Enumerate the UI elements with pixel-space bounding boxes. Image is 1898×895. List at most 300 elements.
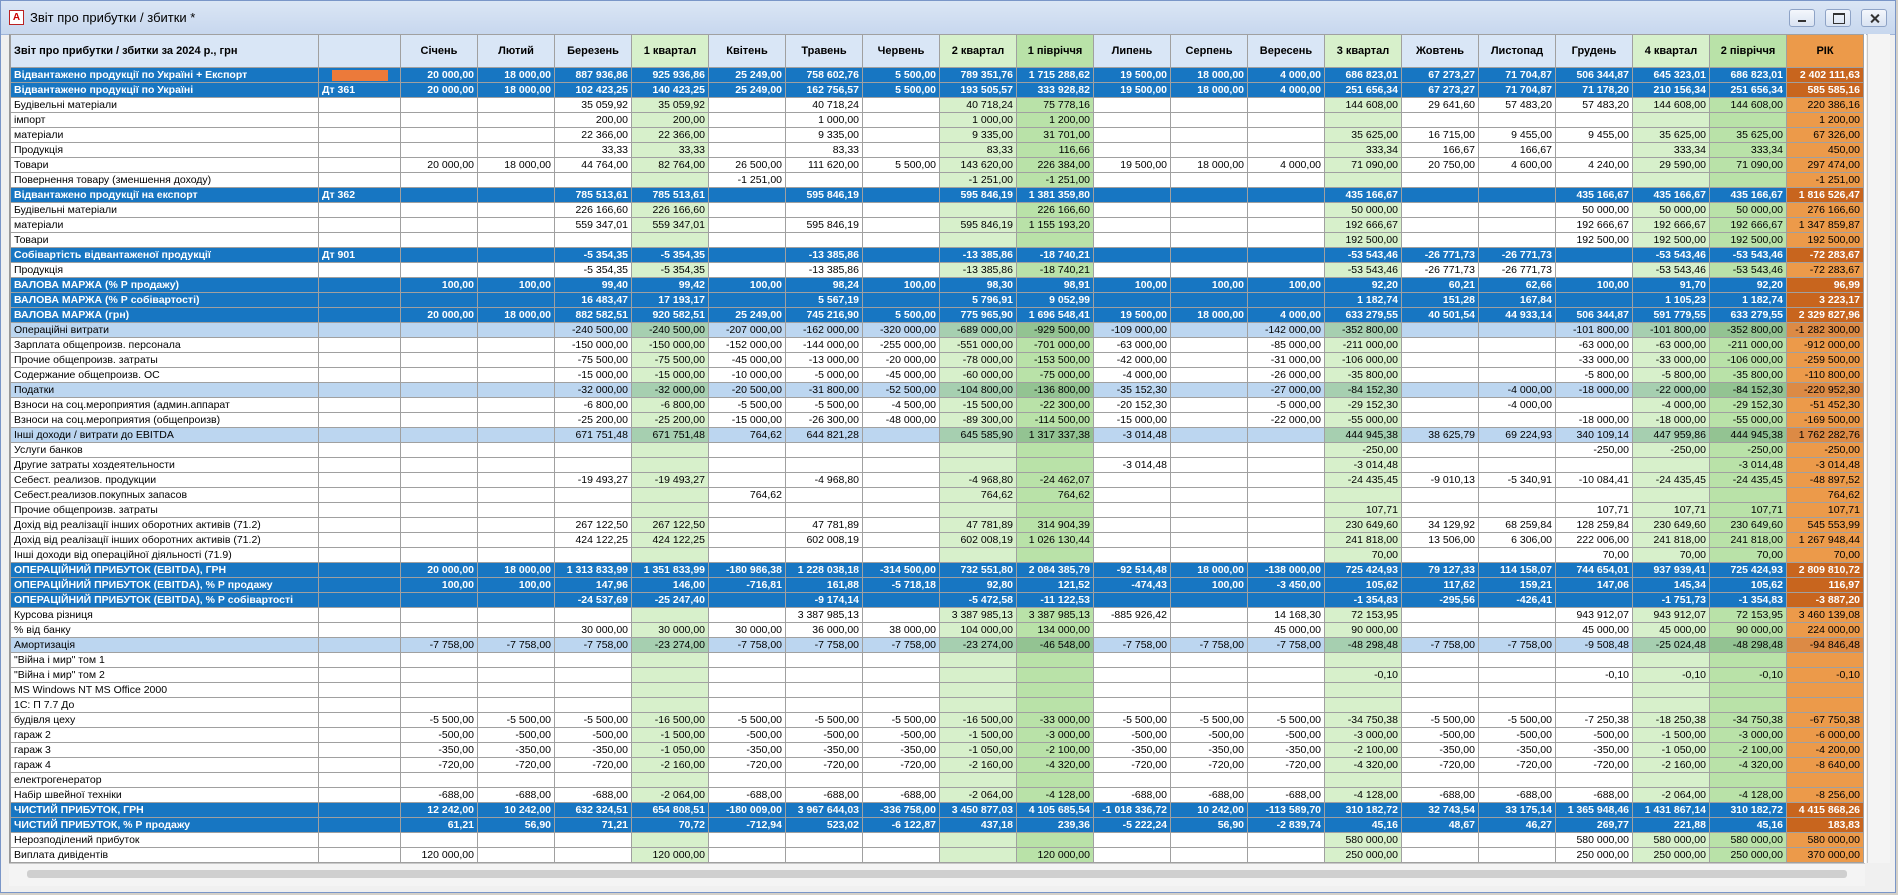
value-cell[interactable]	[709, 668, 786, 683]
value-cell[interactable]: 250 000,00	[1710, 848, 1787, 863]
value-cell[interactable]	[1633, 173, 1710, 188]
value-cell[interactable]	[1017, 503, 1094, 518]
row-label[interactable]: Прочие общепроизв. затраты	[11, 353, 319, 368]
value-cell[interactable]	[709, 473, 786, 488]
value-cell[interactable]: 50 000,00	[1710, 203, 1787, 218]
row-label[interactable]: Відвантажено продукції на експорт	[11, 188, 319, 203]
value-cell[interactable]: -63 000,00	[1556, 338, 1633, 353]
value-cell[interactable]: -720,00	[1171, 758, 1248, 773]
value-cell[interactable]: -25 200,00	[632, 413, 709, 428]
value-cell[interactable]: 18 000,00	[478, 308, 555, 323]
value-cell[interactable]	[1479, 413, 1556, 428]
value-cell[interactable]: 105,62	[1710, 578, 1787, 593]
value-cell[interactable]: 35 059,92	[632, 98, 709, 113]
value-cell[interactable]: 3 223,17	[1787, 293, 1864, 308]
value-cell[interactable]	[401, 113, 478, 128]
account-cell[interactable]: Дт 901	[319, 248, 401, 263]
value-cell[interactable]: -19 493,27	[555, 473, 632, 488]
value-cell[interactable]: -3 887,20	[1787, 593, 1864, 608]
value-cell[interactable]: -60 000,00	[940, 368, 1017, 383]
value-cell[interactable]: 192 666,67	[1556, 218, 1633, 233]
value-cell[interactable]	[1402, 383, 1479, 398]
value-cell[interactable]: 91,70	[1633, 278, 1710, 293]
row-label[interactable]: Повернення товару (зменшення доходу)	[11, 173, 319, 188]
value-cell[interactable]: 40 501,54	[1402, 308, 1479, 323]
value-cell[interactable]: 4 105 685,54	[1017, 803, 1094, 818]
value-cell[interactable]	[1402, 398, 1479, 413]
scrollbar-thumb[interactable]	[27, 870, 1847, 878]
column-header[interactable]: Лютий	[478, 35, 555, 68]
value-cell[interactable]: -18 000,00	[1556, 383, 1633, 398]
value-cell[interactable]	[632, 233, 709, 248]
value-cell[interactable]	[863, 608, 940, 623]
row-label[interactable]: електрогенератор	[11, 773, 319, 788]
value-cell[interactable]	[1171, 503, 1248, 518]
value-cell[interactable]	[555, 443, 632, 458]
value-cell[interactable]: 192 666,67	[1710, 218, 1787, 233]
value-cell[interactable]	[1325, 683, 1402, 698]
account-cell[interactable]	[319, 458, 401, 473]
value-cell[interactable]: 100,00	[1094, 278, 1171, 293]
value-cell[interactable]: 35 625,00	[1633, 128, 1710, 143]
value-cell[interactable]	[709, 533, 786, 548]
value-cell[interactable]: 60,21	[1402, 278, 1479, 293]
value-cell[interactable]	[478, 338, 555, 353]
value-cell[interactable]	[1402, 833, 1479, 848]
table-row[interactable]	[11, 563, 1864, 578]
value-cell[interactable]: 1 200,00	[1787, 113, 1864, 128]
value-cell[interactable]	[1171, 398, 1248, 413]
value-cell[interactable]	[555, 458, 632, 473]
value-cell[interactable]	[1171, 128, 1248, 143]
value-cell[interactable]: 4 000,00	[1248, 83, 1325, 98]
value-cell[interactable]: -720,00	[1402, 758, 1479, 773]
value-cell[interactable]: 9 455,00	[1479, 128, 1556, 143]
row-label[interactable]: Будівельні матеріали	[11, 98, 319, 113]
value-cell[interactable]: 56,90	[1171, 818, 1248, 833]
account-cell[interactable]	[319, 623, 401, 638]
value-cell[interactable]	[401, 143, 478, 158]
value-cell[interactable]	[709, 593, 786, 608]
value-cell[interactable]: -114 500,00	[1017, 413, 1094, 428]
value-cell[interactable]: 70,72	[632, 818, 709, 833]
table-row[interactable]	[11, 173, 1864, 188]
value-cell[interactable]	[1479, 488, 1556, 503]
value-cell[interactable]: -5 500,00	[1479, 713, 1556, 728]
vertical-scrollbar[interactable]	[1867, 34, 1890, 863]
value-cell[interactable]: 764,62	[1017, 488, 1094, 503]
value-cell[interactable]	[1402, 203, 1479, 218]
value-cell[interactable]: 100,00	[478, 278, 555, 293]
row-label[interactable]: Нерозподілений прибуток	[11, 833, 319, 848]
row-label[interactable]: Інші доходи від операційної діяльності (71.9)	[11, 548, 319, 563]
value-cell[interactable]	[1171, 473, 1248, 488]
value-cell[interactable]: 159,21	[1479, 578, 1556, 593]
value-cell[interactable]: -688,00	[478, 788, 555, 803]
value-cell[interactable]: -136 800,00	[1017, 383, 1094, 398]
value-cell[interactable]: -53 543,46	[1325, 263, 1402, 278]
value-cell[interactable]: 192 500,00	[1556, 233, 1633, 248]
row-label[interactable]: ОПЕРАЦІЙНИЙ ПРИБУТОК (EBITDA), ГРН	[11, 563, 319, 578]
value-cell[interactable]	[940, 503, 1017, 518]
value-cell[interactable]	[940, 773, 1017, 788]
value-cell[interactable]: 40 718,24	[786, 98, 863, 113]
value-cell[interactable]: 20 000,00	[401, 563, 478, 578]
value-cell[interactable]: 744 654,01	[1556, 563, 1633, 578]
value-cell[interactable]	[863, 428, 940, 443]
value-cell[interactable]: 20 750,00	[1402, 158, 1479, 173]
table-row[interactable]	[11, 773, 1864, 788]
account-cell[interactable]	[319, 833, 401, 848]
value-cell[interactable]: 732 551,80	[940, 563, 1017, 578]
value-cell[interactable]: 1 381 359,80	[1017, 188, 1094, 203]
value-cell[interactable]	[478, 248, 555, 263]
value-cell[interactable]: -500,00	[709, 728, 786, 743]
value-cell[interactable]: -15 000,00	[709, 413, 786, 428]
value-cell[interactable]: -720,00	[478, 758, 555, 773]
row-label[interactable]: Товари	[11, 233, 319, 248]
value-cell[interactable]: -912 000,00	[1787, 338, 1864, 353]
value-cell[interactable]: 230 649,60	[1325, 518, 1402, 533]
row-label[interactable]: ОПЕРАЦІЙНИЙ ПРИБУТОК (EBITDA), % Р собівартості	[11, 593, 319, 608]
value-cell[interactable]: 10 242,00	[1171, 803, 1248, 818]
value-cell[interactable]: -5 354,35	[632, 248, 709, 263]
value-cell[interactable]: 70,00	[1710, 548, 1787, 563]
value-cell[interactable]	[1479, 698, 1556, 713]
account-cell[interactable]	[319, 533, 401, 548]
value-cell[interactable]: 437,18	[940, 818, 1017, 833]
column-header[interactable]: Березень	[555, 35, 632, 68]
selected-cell[interactable]	[332, 70, 388, 81]
account-cell[interactable]	[319, 383, 401, 398]
value-cell[interactable]: -4 968,80	[786, 473, 863, 488]
value-cell[interactable]	[478, 623, 555, 638]
table-row[interactable]	[11, 503, 1864, 518]
value-cell[interactable]	[863, 518, 940, 533]
value-cell[interactable]	[1556, 773, 1633, 788]
value-cell[interactable]	[1171, 263, 1248, 278]
value-cell[interactable]: -63 000,00	[1094, 338, 1171, 353]
value-cell[interactable]	[863, 848, 940, 863]
table-row[interactable]	[11, 473, 1864, 488]
value-cell[interactable]: -4 128,00	[1325, 788, 1402, 803]
row-label[interactable]: Взноси на соц.мероприятия (админ.аппарат	[11, 398, 319, 413]
value-cell[interactable]	[632, 833, 709, 848]
table-row[interactable]	[11, 458, 1864, 473]
value-cell[interactable]: -220 952,30	[1787, 383, 1864, 398]
value-cell[interactable]	[1248, 293, 1325, 308]
value-cell[interactable]: -4 000,00	[1094, 368, 1171, 383]
value-cell[interactable]: -20 000,00	[863, 353, 940, 368]
value-cell[interactable]: -720,00	[1094, 758, 1171, 773]
value-cell[interactable]: 83,33	[940, 143, 1017, 158]
value-cell[interactable]	[1479, 623, 1556, 638]
value-cell[interactable]	[1248, 98, 1325, 113]
value-cell[interactable]: -7 758,00	[786, 638, 863, 653]
value-cell[interactable]	[1094, 593, 1171, 608]
value-cell[interactable]: 3 387 985,13	[940, 608, 1017, 623]
value-cell[interactable]: 9 335,00	[786, 128, 863, 143]
value-cell[interactable]: 71,21	[555, 818, 632, 833]
value-cell[interactable]: -2 160,00	[632, 758, 709, 773]
value-cell[interactable]	[401, 263, 478, 278]
value-cell[interactable]: 45 000,00	[1556, 623, 1633, 638]
value-cell[interactable]: -33 000,00	[1017, 713, 1094, 728]
value-cell[interactable]: -5 500,00	[1171, 713, 1248, 728]
value-cell[interactable]	[1402, 488, 1479, 503]
value-cell[interactable]: 30 000,00	[709, 623, 786, 638]
value-cell[interactable]	[401, 203, 478, 218]
value-cell[interactable]: -4 000,00	[1479, 383, 1556, 398]
value-cell[interactable]: 107,71	[1710, 503, 1787, 518]
account-cell[interactable]	[319, 488, 401, 503]
value-cell[interactable]: 36 000,00	[786, 623, 863, 638]
value-cell[interactable]: 30 000,00	[555, 623, 632, 638]
value-cell[interactable]	[478, 203, 555, 218]
value-cell[interactable]: 29 641,60	[1402, 98, 1479, 113]
value-cell[interactable]	[863, 533, 940, 548]
value-cell[interactable]: 1 105,23	[1633, 293, 1710, 308]
value-cell[interactable]: -720,00	[401, 758, 478, 773]
value-cell[interactable]: -352 800,00	[1710, 323, 1787, 338]
value-cell[interactable]: -688,00	[1094, 788, 1171, 803]
value-cell[interactable]	[1402, 623, 1479, 638]
value-cell[interactable]: -45 000,00	[863, 368, 940, 383]
value-cell[interactable]: -500,00	[1479, 728, 1556, 743]
value-cell[interactable]: -16 500,00	[940, 713, 1017, 728]
value-cell[interactable]: -94 846,48	[1787, 638, 1864, 653]
value-cell[interactable]: 17 193,17	[632, 293, 709, 308]
value-cell[interactable]: 1 696 548,41	[1017, 308, 1094, 323]
value-cell[interactable]: -8 640,00	[1787, 758, 1864, 773]
value-cell[interactable]	[940, 668, 1017, 683]
value-cell[interactable]: -53 543,46	[1633, 248, 1710, 263]
value-cell[interactable]: 192 500,00	[1710, 233, 1787, 248]
value-cell[interactable]: -26 771,73	[1402, 248, 1479, 263]
value-cell[interactable]: 882 582,51	[555, 308, 632, 323]
value-cell[interactable]	[1171, 203, 1248, 218]
value-cell[interactable]: -688,00	[1171, 788, 1248, 803]
value-cell[interactable]: 310 182,72	[1710, 803, 1787, 818]
value-cell[interactable]: 56,90	[478, 818, 555, 833]
row-label[interactable]: Собівартість відвантаженої продукції	[11, 248, 319, 263]
row-label[interactable]: MS Windows NT MS Office 2000	[11, 683, 319, 698]
column-header[interactable]: Липень	[1094, 35, 1171, 68]
value-cell[interactable]: 128 259,84	[1556, 518, 1633, 533]
value-cell[interactable]: -5 000,00	[1248, 398, 1325, 413]
value-cell[interactable]: 12 242,00	[401, 803, 478, 818]
value-cell[interactable]: -8 256,00	[1787, 788, 1864, 803]
value-cell[interactable]: 1 365 948,46	[1556, 803, 1633, 818]
value-cell[interactable]: -1 354,83	[1325, 593, 1402, 608]
value-cell[interactable]: -0,10	[1633, 668, 1710, 683]
table-row[interactable]	[11, 593, 1864, 608]
value-cell[interactable]: -720,00	[1479, 758, 1556, 773]
account-cell[interactable]	[319, 638, 401, 653]
value-cell[interactable]: -5 500,00	[478, 713, 555, 728]
value-cell[interactable]	[632, 683, 709, 698]
value-cell[interactable]	[1171, 773, 1248, 788]
value-cell[interactable]: 79 127,33	[1402, 563, 1479, 578]
value-cell[interactable]: 100,00	[1248, 278, 1325, 293]
value-cell[interactable]: -2 160,00	[940, 758, 1017, 773]
row-label[interactable]: гараж 3	[11, 743, 319, 758]
column-header[interactable]: 4 квартал	[1633, 35, 1710, 68]
value-cell[interactable]	[786, 503, 863, 518]
value-cell[interactable]	[555, 548, 632, 563]
value-cell[interactable]: -35 800,00	[1710, 368, 1787, 383]
row-label[interactable]: Відвантажено продукції по Україні + Експорт	[11, 68, 319, 83]
value-cell[interactable]: 62,66	[1479, 278, 1556, 293]
report-grid[interactable]	[9, 34, 1866, 863]
value-cell[interactable]: 267 122,50	[555, 518, 632, 533]
value-cell[interactable]: -4 320,00	[1710, 758, 1787, 773]
account-cell[interactable]	[319, 698, 401, 713]
value-cell[interactable]: 222 006,00	[1556, 533, 1633, 548]
value-cell[interactable]: -5 718,18	[863, 578, 940, 593]
value-cell[interactable]: 200,00	[632, 113, 709, 128]
value-cell[interactable]	[1402, 653, 1479, 668]
value-cell[interactable]: -19 493,27	[632, 473, 709, 488]
value-cell[interactable]: 1 762 282,76	[1787, 428, 1864, 443]
value-cell[interactable]	[1094, 188, 1171, 203]
value-cell[interactable]: 20 000,00	[401, 158, 478, 173]
value-cell[interactable]: -26 771,73	[1402, 263, 1479, 278]
value-cell[interactable]	[1248, 773, 1325, 788]
table-row[interactable]	[11, 263, 1864, 278]
value-cell[interactable]: -31 800,00	[786, 383, 863, 398]
account-cell[interactable]	[319, 338, 401, 353]
value-cell[interactable]	[786, 548, 863, 563]
row-label[interactable]: Продукція	[11, 143, 319, 158]
value-cell[interactable]: 3 450 877,03	[940, 803, 1017, 818]
value-cell[interactable]	[1556, 143, 1633, 158]
value-cell[interactable]	[401, 608, 478, 623]
value-cell[interactable]	[478, 113, 555, 128]
value-cell[interactable]: 100,00	[863, 278, 940, 293]
table-row[interactable]	[11, 488, 1864, 503]
account-cell[interactable]	[319, 263, 401, 278]
value-cell[interactable]	[1402, 113, 1479, 128]
value-cell[interactable]	[1094, 533, 1171, 548]
value-cell[interactable]: -13 000,00	[786, 353, 863, 368]
table-row[interactable]	[11, 233, 1864, 248]
row-label[interactable]: % від банку	[11, 623, 319, 638]
value-cell[interactable]	[709, 683, 786, 698]
value-cell[interactable]	[863, 188, 940, 203]
value-cell[interactable]	[709, 773, 786, 788]
value-cell[interactable]	[1094, 218, 1171, 233]
value-cell[interactable]	[632, 773, 709, 788]
value-cell[interactable]: 239,36	[1017, 818, 1094, 833]
value-cell[interactable]: 183,83	[1787, 818, 1864, 833]
table-row[interactable]	[11, 743, 1864, 758]
value-cell[interactable]: 100,00	[1556, 278, 1633, 293]
value-cell[interactable]: 18 000,00	[1171, 308, 1248, 323]
value-cell[interactable]	[786, 203, 863, 218]
value-cell[interactable]	[786, 458, 863, 473]
row-label[interactable]: ВАЛОВА МАРЖА (грн)	[11, 308, 319, 323]
value-cell[interactable]: -13 385,86	[786, 263, 863, 278]
value-cell[interactable]: 35 059,92	[555, 98, 632, 113]
value-cell[interactable]: 370 000,00	[1787, 848, 1864, 863]
value-cell[interactable]	[863, 503, 940, 518]
value-cell[interactable]: 1 182,74	[1710, 293, 1787, 308]
horizontal-scrollbar[interactable]	[9, 863, 1865, 886]
account-cell[interactable]	[319, 68, 401, 83]
value-cell[interactable]: 166,67	[1402, 143, 1479, 158]
account-cell[interactable]	[319, 218, 401, 233]
account-cell[interactable]	[319, 818, 401, 833]
value-cell[interactable]: -350,00	[786, 743, 863, 758]
value-cell[interactable]: 120 000,00	[401, 848, 478, 863]
account-cell[interactable]	[319, 683, 401, 698]
value-cell[interactable]: 580 000,00	[1325, 833, 1402, 848]
value-cell[interactable]: -25 024,48	[1633, 638, 1710, 653]
value-cell[interactable]	[1248, 548, 1325, 563]
value-cell[interactable]	[1094, 113, 1171, 128]
account-cell[interactable]	[319, 203, 401, 218]
table-row[interactable]	[11, 668, 1864, 683]
value-cell[interactable]	[1171, 218, 1248, 233]
column-header[interactable]: Квітень	[709, 35, 786, 68]
value-cell[interactable]: -55 000,00	[1710, 413, 1787, 428]
column-header[interactable]: 2 квартал	[940, 35, 1017, 68]
value-cell[interactable]: 9 052,99	[1017, 293, 1094, 308]
value-cell[interactable]: -500,00	[1171, 728, 1248, 743]
value-cell[interactable]	[1094, 98, 1171, 113]
value-cell[interactable]: 57 483,20	[1556, 98, 1633, 113]
value-cell[interactable]: 102 423,25	[555, 83, 632, 98]
value-cell[interactable]: 450,00	[1787, 143, 1864, 158]
value-cell[interactable]	[863, 488, 940, 503]
value-cell[interactable]: -33 000,00	[1633, 353, 1710, 368]
table-row[interactable]	[11, 308, 1864, 323]
value-cell[interactable]	[1710, 698, 1787, 713]
value-cell[interactable]: -48 298,48	[1710, 638, 1787, 653]
row-label[interactable]: матеріали	[11, 128, 319, 143]
value-cell[interactable]	[1402, 323, 1479, 338]
value-cell[interactable]	[478, 98, 555, 113]
value-cell[interactable]: -7 250,38	[1556, 713, 1633, 728]
value-cell[interactable]	[478, 608, 555, 623]
value-cell[interactable]: -6 000,00	[1787, 728, 1864, 743]
value-cell[interactable]: 70,00	[1787, 548, 1864, 563]
value-cell[interactable]: -5 354,35	[632, 263, 709, 278]
value-cell[interactable]: 644 821,28	[786, 428, 863, 443]
value-cell[interactable]: 435 166,67	[1556, 188, 1633, 203]
value-cell[interactable]: 3 387 985,13	[1017, 608, 1094, 623]
value-cell[interactable]	[863, 668, 940, 683]
value-cell[interactable]: 70,00	[1556, 548, 1633, 563]
value-cell[interactable]	[555, 848, 632, 863]
value-cell[interactable]	[1094, 518, 1171, 533]
value-cell[interactable]	[1248, 503, 1325, 518]
account-cell[interactable]	[319, 788, 401, 803]
value-cell[interactable]: 785 513,61	[555, 188, 632, 203]
value-cell[interactable]	[401, 398, 478, 413]
value-cell[interactable]	[478, 353, 555, 368]
value-cell[interactable]	[401, 833, 478, 848]
value-cell[interactable]: 447 959,86	[1633, 428, 1710, 443]
value-cell[interactable]	[632, 668, 709, 683]
value-cell[interactable]: -7 758,00	[1402, 638, 1479, 653]
value-cell[interactable]	[1094, 548, 1171, 563]
value-cell[interactable]: -55 000,00	[1325, 413, 1402, 428]
row-label[interactable]: Зарплата общепроизв. персонала	[11, 338, 319, 353]
table-row[interactable]	[11, 218, 1864, 233]
value-cell[interactable]: -350,00	[478, 743, 555, 758]
